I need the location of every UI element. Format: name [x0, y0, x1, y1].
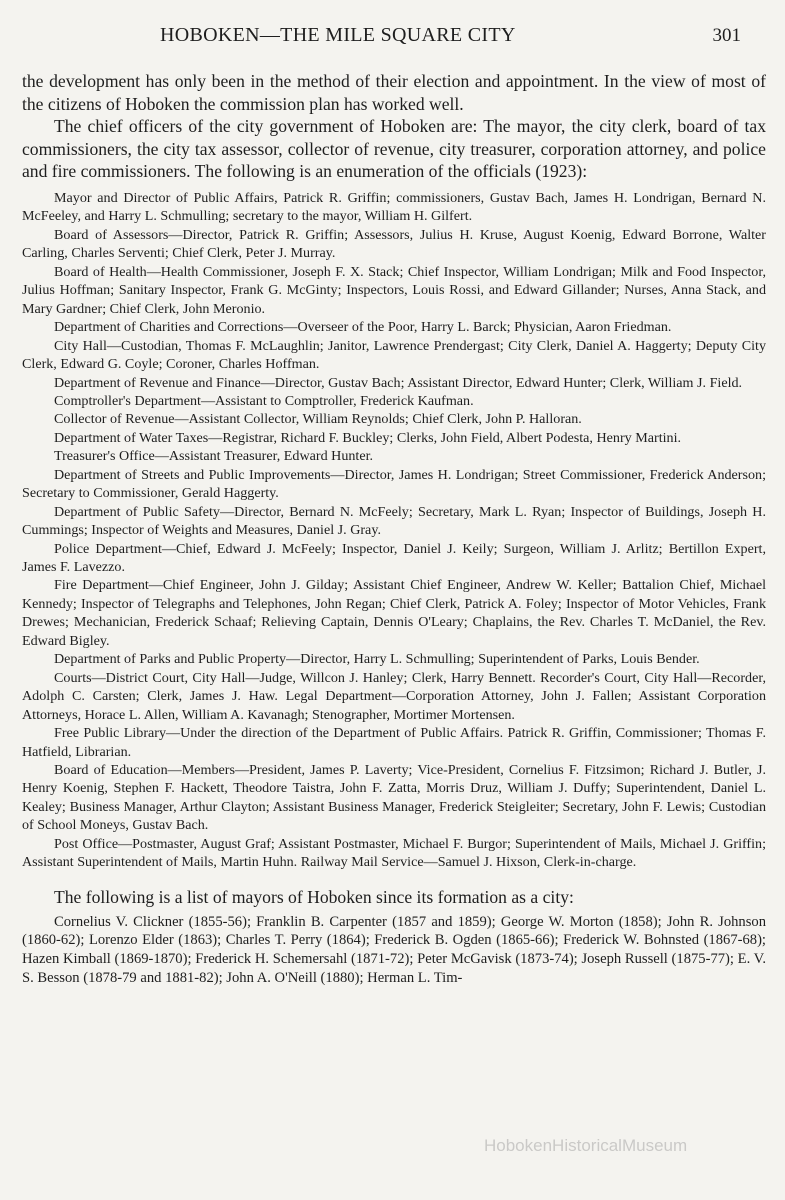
watermark: HobokenHistoricalMuseum	[484, 1136, 688, 1155]
official-entry: Department of Charities and Corrections—Overseer of the Poor, Harry L. Barck; Physician, Aaron Friedman.	[54, 319, 672, 336]
intro-section	[22, 70, 766, 183]
running-title: HOBOKEN—THE MILE SQUARE CITY	[160, 24, 516, 46]
official-entry: Department of Water Taxes—Registrar, Richard F. Buckley; Clerks, John Field, Albert Podesta, Henry Martini.	[54, 429, 682, 446]
official-entry: Board of Education—Members—President, James P. Laverty; Vice-President, Cornelius F. Fitzsimon; Richard J. Butler, J. Henry Koenig, Stephen F. Hackett, Theodore Taistra, John F. Zatta, Morris Druz, William J. Duffy; Superintendent, Daniel L. Kealey; Business Manager, Arthur Clayton; Assistant Business Manager, Frederick Steigleiter; Secretary, John F. Lewis; Custodian of School Moneys, Gustav Bach.	[22, 762, 766, 834]
official-entry: Collector of Revenue—Assistant Collector, William Reynolds; Chief Clerk, John P. Halloran.	[54, 411, 582, 428]
page-body	[22, 70, 766, 987]
official-entry: City Hall—Custodian, Thomas F. McLaughlin; Janitor, Lawrence Prendergast; City Clerk, Daniel A. Haggerty; Deputy City Clerk, Edward G. Coyle; Coroner, Charles Hoffman.	[22, 337, 766, 373]
official-entry: Department of Parks and Public Property—Director, Harry L. Schmulling; Superintendent of Parks, Louis Bender.	[54, 651, 700, 668]
official-entry: Fire Department—Chief Engineer, John J. Gilday; Assistant Chief Engineer, Andrew W. Keller; Battalion Chief, Michael Kennedy; Inspector of Telegraphs and Telephones, John Regan; Chief Clerk, Patrick A. Foley; Inspector of Motor Vehicles, Frank Drewes; Mechanician, Frederick Schaaf; Relieving Captain, Dennis O'Leary; Chaplains, the Rev. Charles T. McDaniel, the Rev. Edward Bigley.	[22, 577, 766, 649]
paragraph: Cornelius V. Clickner (1855-56); Franklin B. Carpenter (1857 and 1859); George W. Morton (1858); John R. Johnson (1860-62); Lorenzo Elder (1863); Charles T. Perry (1864); Frederick B. Ogden (1865-66); Frederick W. Bohnsted (1867-68); Hazen Kimball (1869-1870); Frederick H. Schemersahl (1871-72); Peter McGavisk (1873-74); Joseph Russell (1875-77); E. V. S. Besson (1878-79 and 1881-82); John A. O'Neill (1880); Herman L. Tim-	[22, 913, 766, 986]
official-entry: Comptroller's Department—Assistant to Comptroller, Frederick Kaufman.	[54, 392, 474, 409]
page-header	[0, 24, 785, 54]
official-entry: Mayor and Director of Public Affairs, Patrick R. Griffin; commissioners, Gustav Bach, James H. Londrigan, Bernard N. McFeeley, and Harry L. Schmulling; secretary to the mayor, William H. Gilfert.	[22, 189, 766, 225]
official-entry: Police Department—Chief, Edward J. McFeely; Inspector, Daniel J. Keily; Surgeon, William J. Arlitz; Bertillon Expert, James F. Lavezzo.	[22, 540, 766, 576]
official-entry: Board of Assessors—Director, Patrick R. Griffin; Assessors, Julius H. Kruse, August Koenig, Edward Borrone, Walter Carling, Charles Serventi; Chief Clerk, Peter J. Murray.	[22, 226, 766, 262]
official-entry: Free Public Library—Under the direction of the Department of Public Affairs. Patrick R. Griffin, Commissioner; Thomas F. Hatfield, Librarian.	[22, 725, 766, 760]
official-entry: Post Office—Postmaster, August Graf; Assistant Postmaster, Michael F. Burgor; Superintendent of Mails, Michael J. Griffin; Assistant Superintendent of Mails, Martin Huhn. Railway Mail Service—Samuel J. Hixson, Clerk-in-charge.	[22, 835, 766, 871]
mayors-list	[22, 913, 766, 987]
paragraph: the development has only been in the method of their election and appointment. In the view of most of the citizens of Hoboken the commission plan has worked well.	[22, 71, 766, 114]
official-entry: Courts—District Court, City Hall—Judge, Willcon J. Hanley; Clerk, Harry Bennett. Recorder's Court, City Hall—Recorder, Adolph C. Carsten; Clerk, James J. Haw. Legal Department—Corporation Attorney, John J. Fallen; Assistant Corporation Attorneys, Horace L. Allen, William A. Kavanagh; Stenographer, Mortimer Mortensen.	[22, 669, 766, 723]
official-entry: Department of Streets and Public Improvements—Director, James H. Londrigan; Street Commissioner, Frederick Anderson; Secretary to Commissioner, Gerald Haggerty.	[22, 466, 766, 502]
official-entry: Department of Revenue and Finance—Director, Gustav Bach; Assistant Director, Edward Hunter; Clerk, William J. Field.	[54, 374, 743, 391]
official-entry: Department of Public Safety—Director, Bernard N. McFeely; Secretary, Mark L. Ryan; Inspector of Buildings, Joseph H. Cummings; Inspector of Weights and Measures, Daniel J. Gray.	[22, 503, 766, 539]
paragraph: The chief officers of the city government of Hoboken are: The mayor, the city clerk, board of tax commissioners, the city tax assessor, collector of revenue, city treasurer, corporation attorney, and police and fire commissioners. The following is an enumeration of the officials (1923):	[22, 116, 766, 182]
page-number: 301	[712, 25, 741, 46]
mayors-heading: The following is a list of mayors of Hoboken since its formation as a city:	[54, 886, 574, 907]
official-entry: Board of Health—Health Commissioner, Joseph F. X. Stack; Chief Inspector, William Londrigan; Milk and Food Inspector, Julius Hoffman; Sanitary Inspector, Frank G. McGinty; Inspectors, Louis Rossi, and Edward Gillander; Nurses, Anna Stack, and Mary Gardner; Chief Clerk, John Meronio.	[22, 263, 766, 317]
officials-list	[22, 189, 766, 872]
official-entry: Treasurer's Office—Assistant Treasurer, Edward Hunter.	[54, 448, 374, 465]
